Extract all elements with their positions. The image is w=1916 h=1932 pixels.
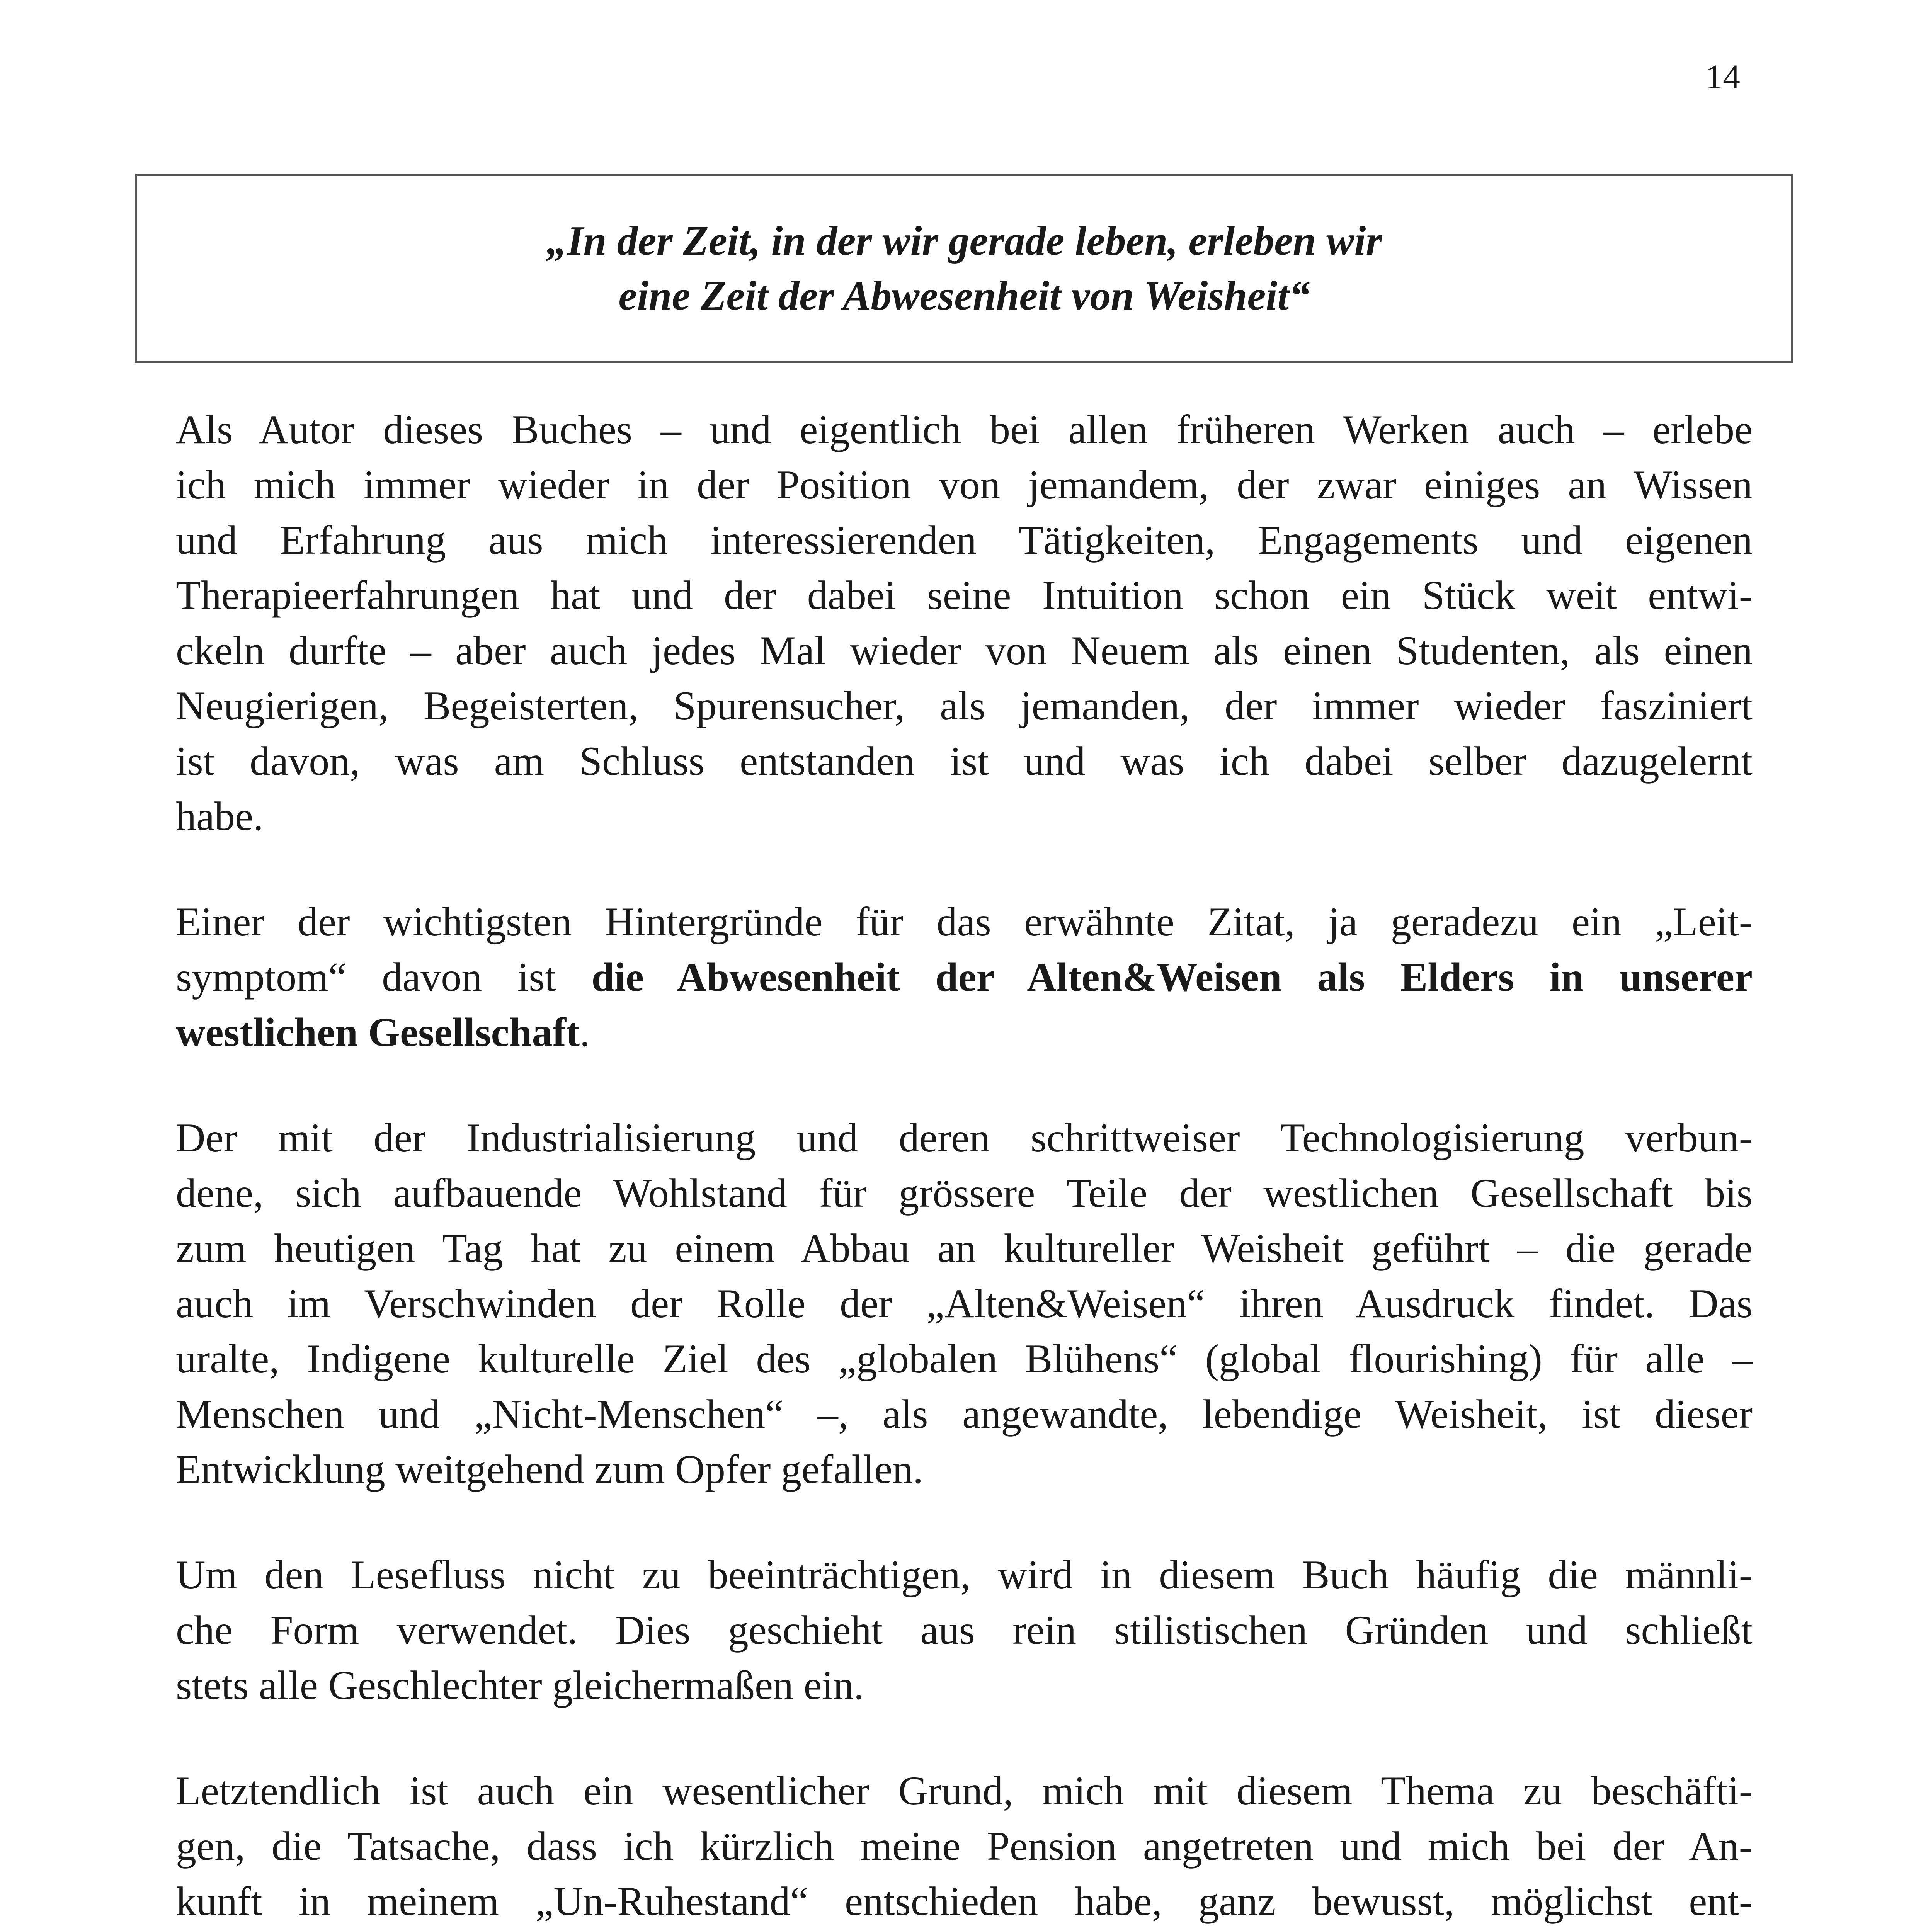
text-line: Einer der wichtigsten Hintergründe für das erwähnte Zitat, ja geradezu ein „Leit-	[176, 899, 1753, 944]
text-line: Um den Lesefluss nicht zu beeinträchtigen, wird in diesem Buch häufig die männli-	[176, 1552, 1753, 1597]
text-line: Entwicklung weitgehend zum Opfer gefallen.	[176, 1447, 923, 1492]
text-line: und Erfahrung aus mich interessierenden Tätigkeiten, Engagements und eigenen	[176, 517, 1753, 563]
text-line	[176, 1929, 1753, 1932]
text-line: Letztendlich ist auch ein wesentlicher Grund, mich mit diesem Thema zu beschäfti-	[176, 1768, 1753, 1813]
quote-line: eine Zeit der Abwesenheit von Weisheit“	[618, 273, 1310, 319]
body-text	[176, 402, 1753, 1932]
text-line-mixed	[176, 949, 1753, 1005]
text-line: Menschen und „Nicht-Menschen“ –, als angewandte, lebendige Weisheit, ist dieser	[176, 1391, 1753, 1437]
text-line: Therapieerfahrungen hat und der dabei seine Intuition schon ein Stück weit entwi-	[176, 573, 1753, 618]
text-line: ist davon, was am Schluss entstanden ist und was ich dabei selber dazugelernt	[176, 738, 1753, 784]
text-line: che Form verwendet. Dies geschieht aus rein stilistischen Gründen und schließt	[176, 1607, 1753, 1653]
text-line: stets alle Geschlechter gleichermaßen ein.	[176, 1663, 864, 1708]
text-line: gen, die Tatsache, dass ich kürzlich meine Pension angetreten und mich bei der An-	[176, 1823, 1753, 1869]
text-line: ich mich immer wieder in der Position von jemandem, der zwar einiges an Wissen	[176, 462, 1753, 507]
text-line: habe.	[176, 794, 264, 839]
text-run: .	[580, 1010, 590, 1055]
text-line: zum heutigen Tag hat zu einem Abbau an kultureller Weisheit geführt – die gerade	[176, 1226, 1753, 1271]
paragraph-5	[176, 1763, 1753, 1932]
text-line: Als Autor dieses Buches – und eigentlich bei allen früheren Werken auch – erlebe	[176, 407, 1753, 452]
bold-text-run: die Abwesenheit der Alten&Weisen als Elders in unserer	[591, 954, 1753, 1000]
text-run: symptom“ davon ist	[176, 954, 592, 1000]
paragraph-3	[176, 1110, 1753, 1497]
text-line: ckeln durfte – aber auch jedes Mal wieder von Neuem als einen Studenten, als einen	[176, 628, 1753, 673]
text-line: dene, sich aufbauende Wohlstand für grössere Teile der westlichen Gesellschaft bis	[176, 1170, 1753, 1216]
text-line: uralte, Indigene kulturelle Ziel des „globalen Blühens“ (global flourishing) für alle –	[176, 1336, 1753, 1381]
page-number: 14	[1705, 58, 1740, 96]
text-line: auch im Verschwinden der Rolle der „Alten&Weisen“ ihren Ausdruck findet. Das	[176, 1281, 1753, 1326]
quote-box	[135, 174, 1793, 363]
paragraph-2	[176, 894, 1753, 1060]
paragraph-1	[176, 402, 1753, 844]
text-line: kunft in meinem „Un-Ruhestand“ entschieden habe, ganz bewusst, möglichst ent-	[176, 1879, 1753, 1924]
text-line: Der mit der Industrialisierung und deren schrittweiser Technologisierung verbun-	[176, 1115, 1753, 1160]
text-line: Neugierigen, Begeisterten, Spurensucher, als jemanden, der immer wieder fasziniert	[176, 683, 1753, 728]
paragraph-4	[176, 1547, 1753, 1713]
bold-text-run: westlichen Gesellschaft	[176, 1010, 580, 1055]
quote-line: „In der Zeit, in der wir gerade leben, erleben wir	[546, 218, 1382, 264]
text-line-mixed	[176, 1005, 1753, 1060]
